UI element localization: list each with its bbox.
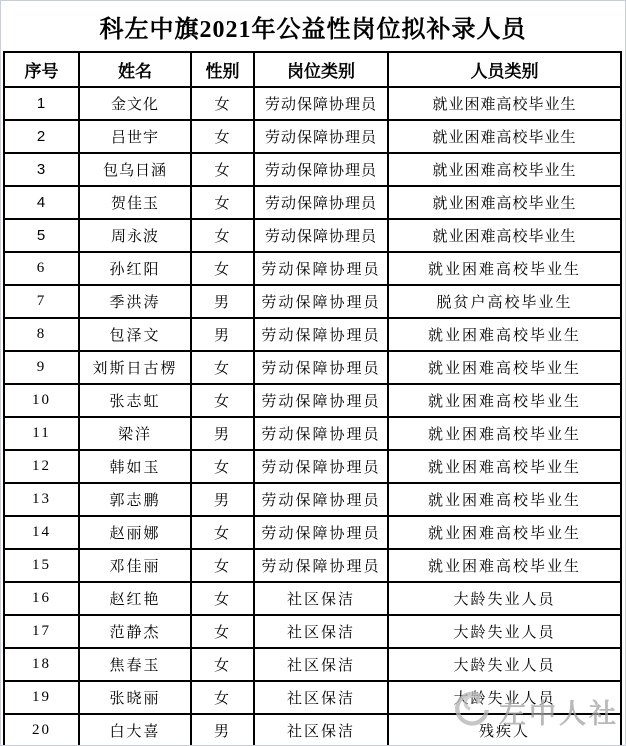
cell-serial: 14 xyxy=(4,516,79,549)
table-row xyxy=(4,252,621,285)
cell-serial: 18 xyxy=(4,648,79,681)
cell-name: 贺佳玉 xyxy=(79,186,191,219)
header-serial: 序号 xyxy=(4,52,79,87)
cell-position: 劳动保障协理员 xyxy=(254,450,388,483)
cell-name: 白大喜 xyxy=(79,714,191,746)
cell-name: 韩如玉 xyxy=(79,450,191,483)
cell-position: 劳动保障协理员 xyxy=(254,417,388,450)
cell-position: 劳动保障协理员 xyxy=(254,120,388,153)
cell-category: 就业困难高校毕业生 xyxy=(388,549,621,582)
cell-name: 季洪涛 xyxy=(79,285,191,318)
cell-category: 大龄失业人员 xyxy=(388,582,621,615)
table-row xyxy=(4,483,621,516)
table-row xyxy=(4,351,621,384)
cell-category: 残疾人 xyxy=(388,714,621,746)
cell-category: 就业困难高校毕业生 xyxy=(388,186,621,219)
cell-gender: 男 xyxy=(191,417,254,450)
cell-name: 吕世宇 xyxy=(79,120,191,153)
cell-name: 金文化 xyxy=(79,87,191,120)
cell-serial: 16 xyxy=(4,582,79,615)
cell-category: 大龄失业人员 xyxy=(388,681,621,714)
cell-name: 焦春玉 xyxy=(79,648,191,681)
cell-category: 大龄失业人员 xyxy=(388,615,621,648)
cell-serial: 7 xyxy=(4,285,79,318)
cell-serial: 9 xyxy=(4,351,79,384)
cell-position: 劳动保障协理员 xyxy=(254,186,388,219)
title-bar xyxy=(1,1,625,51)
cell-name: 刘斯日古楞 xyxy=(79,351,191,384)
cell-name: 孙红阳 xyxy=(79,252,191,285)
table-row xyxy=(4,681,621,714)
cell-serial: 15 xyxy=(4,549,79,582)
cell-gender: 女 xyxy=(191,681,254,714)
cell-serial: 8 xyxy=(4,318,79,351)
cell-serial: 19 xyxy=(4,681,79,714)
cell-position: 劳动保障协理员 xyxy=(254,87,388,120)
table-row xyxy=(4,186,621,219)
cell-position: 劳动保障协理员 xyxy=(254,219,388,252)
cell-gender: 女 xyxy=(191,615,254,648)
table-row xyxy=(4,615,621,648)
cell-name: 范静杰 xyxy=(79,615,191,648)
cell-position: 劳动保障协理员 xyxy=(254,549,388,582)
cell-position: 社区保洁 xyxy=(254,681,388,714)
cell-serial: 17 xyxy=(4,615,79,648)
cell-serial: 20 xyxy=(4,714,79,746)
table-row xyxy=(4,318,621,351)
cell-category: 就业困难高校毕业生 xyxy=(388,516,621,549)
cell-gender: 女 xyxy=(191,153,254,186)
cell-gender: 男 xyxy=(191,483,254,516)
cell-category: 脱贫户高校毕业生 xyxy=(388,285,621,318)
cell-serial: 13 xyxy=(4,483,79,516)
cell-category: 就业困难高校毕业生 xyxy=(388,219,621,252)
header-row xyxy=(4,52,621,87)
cell-serial: 2 xyxy=(4,120,79,153)
table-body xyxy=(4,87,621,746)
cell-position: 劳动保障协理员 xyxy=(254,483,388,516)
cell-gender: 女 xyxy=(191,582,254,615)
cell-category: 就业困难高校毕业生 xyxy=(388,318,621,351)
cell-gender: 女 xyxy=(191,450,254,483)
table-row xyxy=(4,219,621,252)
cell-serial: 3 xyxy=(4,153,79,186)
cell-category: 就业困难高校毕业生 xyxy=(388,384,621,417)
cell-name: 梁洋 xyxy=(79,417,191,450)
cell-serial: 1 xyxy=(4,87,79,120)
cell-category: 就业困难高校毕业生 xyxy=(388,87,621,120)
cell-gender: 男 xyxy=(191,285,254,318)
cell-name: 张志虹 xyxy=(79,384,191,417)
cell-gender: 女 xyxy=(191,87,254,120)
cell-position: 社区保洁 xyxy=(254,582,388,615)
cell-position: 劳动保障协理员 xyxy=(254,285,388,318)
cell-category: 就业困难高校毕业生 xyxy=(388,450,621,483)
table-row xyxy=(4,450,621,483)
cell-name: 邓佳丽 xyxy=(79,549,191,582)
cell-gender: 女 xyxy=(191,120,254,153)
cell-category: 就业困难高校毕业生 xyxy=(388,417,621,450)
table-row xyxy=(4,648,621,681)
table-row xyxy=(4,516,621,549)
cell-serial: 5 xyxy=(4,219,79,252)
cell-gender: 女 xyxy=(191,186,254,219)
cell-gender: 女 xyxy=(191,516,254,549)
cell-gender: 男 xyxy=(191,714,254,746)
table-row xyxy=(4,582,621,615)
cell-category: 就业困难高校毕业生 xyxy=(388,252,621,285)
cell-serial: 11 xyxy=(4,417,79,450)
page-title: 科左中旗2021年公益性岗位拟补录人员 xyxy=(99,16,527,43)
table-row xyxy=(4,153,621,186)
header-name: 姓名 xyxy=(79,52,191,87)
cell-position: 劳动保障协理员 xyxy=(254,351,388,384)
header-gender: 性别 xyxy=(191,52,254,87)
cell-category: 就业困难高校毕业生 xyxy=(388,120,621,153)
cell-serial: 4 xyxy=(4,186,79,219)
cell-gender: 女 xyxy=(191,648,254,681)
cell-gender: 女 xyxy=(191,252,254,285)
table-row xyxy=(4,417,621,450)
cell-category: 大龄失业人员 xyxy=(388,648,621,681)
cell-name: 包泽文 xyxy=(79,318,191,351)
cell-name: 周永波 xyxy=(79,219,191,252)
cell-serial: 10 xyxy=(4,384,79,417)
cell-category: 就业困难高校毕业生 xyxy=(388,153,621,186)
header-position: 岗位类别 xyxy=(254,52,388,87)
cell-position: 劳动保障协理员 xyxy=(254,318,388,351)
cell-gender: 男 xyxy=(191,318,254,351)
cell-category: 就业困难高校毕业生 xyxy=(388,351,621,384)
cell-serial: 12 xyxy=(4,450,79,483)
table-row xyxy=(4,87,621,120)
header-category: 人员类别 xyxy=(388,52,621,87)
table-header xyxy=(4,52,621,87)
cell-position: 劳动保障协理员 xyxy=(254,252,388,285)
cell-position: 社区保洁 xyxy=(254,714,388,746)
table-row xyxy=(4,714,621,746)
cell-position: 劳动保障协理员 xyxy=(254,384,388,417)
cell-position: 社区保洁 xyxy=(254,648,388,681)
cell-gender: 女 xyxy=(191,549,254,582)
cell-name: 张晓丽 xyxy=(79,681,191,714)
cell-serial: 6 xyxy=(4,252,79,285)
cell-gender: 女 xyxy=(191,384,254,417)
table-row xyxy=(4,549,621,582)
cell-name: 郭志鹏 xyxy=(79,483,191,516)
watermark-text: 左中人社 xyxy=(499,699,619,729)
table-row xyxy=(4,384,621,417)
table-row xyxy=(4,285,621,318)
cell-name: 赵红艳 xyxy=(79,582,191,615)
cell-position: 社区保洁 xyxy=(254,615,388,648)
cell-position: 劳动保障协理员 xyxy=(254,516,388,549)
table-row xyxy=(4,120,621,153)
cell-name: 赵丽娜 xyxy=(79,516,191,549)
cell-category: 就业困难高校毕业生 xyxy=(388,483,621,516)
cell-gender: 女 xyxy=(191,219,254,252)
cell-position: 劳动保障协理员 xyxy=(254,153,388,186)
cell-gender: 女 xyxy=(191,351,254,384)
cell-name: 包乌日涵 xyxy=(79,153,191,186)
personnel-table xyxy=(3,51,622,746)
